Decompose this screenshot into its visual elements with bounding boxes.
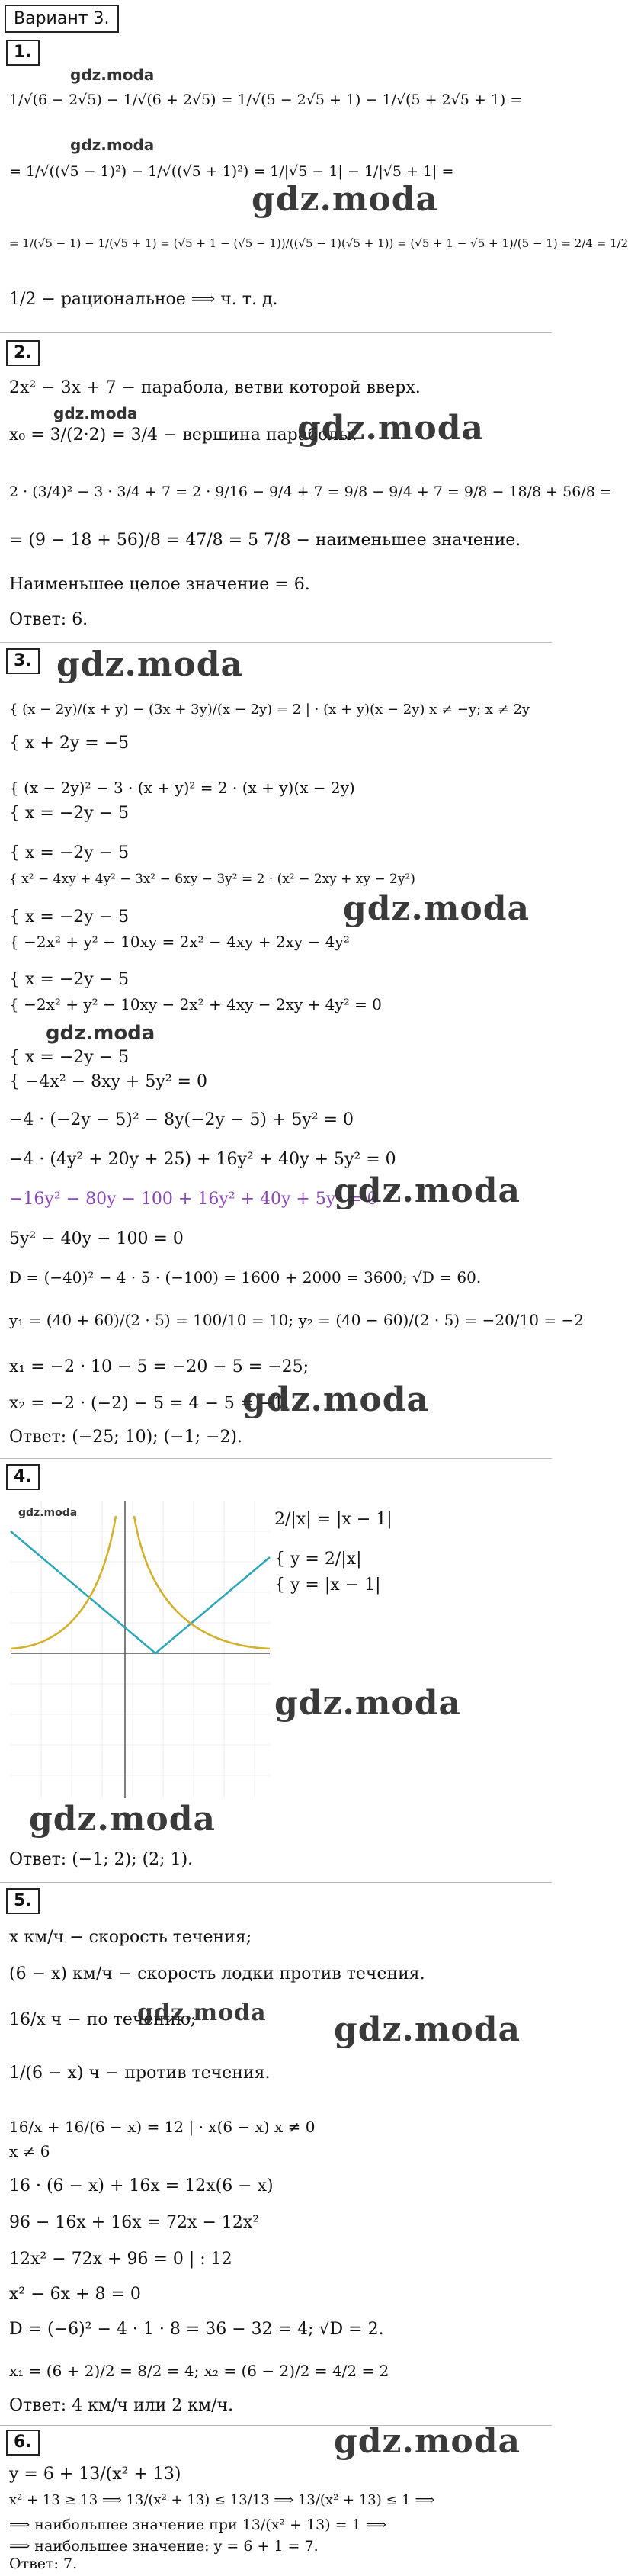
watermark: gdz.moda <box>334 2422 521 2461</box>
task-5-line-8: 96 − 16x + 16x = 72x − 12x² <box>9 2213 260 2232</box>
watermark: gdz.moda <box>29 1800 216 1839</box>
task-2-line-4: = (9 − 18 + 56)/8 = 47/8 = 5 7/8 − наименьшее значение. <box>9 531 521 550</box>
task-3-line-3: { (x − 2y)² − 3 · (x + y)² = 2 · (x + y)(x − 2y) <box>9 779 355 797</box>
task-5-line-7: 16 · (6 − x) + 16x = 12x(6 − x) <box>9 2176 274 2195</box>
task-1-line-3: = 1/(√5 − 1) − 1/(√5 + 1) = (√5 + 1 − (√5 − 1))/((√5 − 1)(√5 + 1)) = (√5 + 1 − √5 + 1)/(5 − 1) = 2/4 = 1/2 <box>9 236 628 250</box>
task-3-line-6: { x² − 4xy + 4y² − 3x² − 6xy − 3y² = 2 · (x² − 2xy + xy − 2y²) <box>9 872 415 887</box>
task-3-line-4: { x = −2y − 5 <box>9 804 130 823</box>
task-3-line-1: { (x − 2y)/(x + y) − (3x + 3y)/(x − 2y) = 2 | · (x + y)(x − 2y) x ≠ −y; x ≠ 2y <box>9 702 530 718</box>
task-3-line-19: x₁ = −2 · 10 − 5 = −20 − 5 = −25; <box>9 1357 309 1376</box>
divider <box>0 1882 552 1883</box>
watermark: gdz.moda <box>56 645 244 684</box>
task-5-line-2: (6 − x) км/ч − скорость лодки против течения. <box>9 1964 425 1983</box>
watermark: gdz.moda <box>334 2010 521 2049</box>
task-3-line-10: { −2x² + y² − 10xy − 2x² + 4xy − 2xy + 4y² = 0 <box>9 995 382 1013</box>
task-5-line-4: 1/(6 − x) ч − против течения. <box>9 2064 271 2083</box>
watermark-small: gdz.moda <box>18 1507 78 1519</box>
task-3-line-7: { x = −2y − 5 <box>9 907 130 927</box>
task-3-line-18: y₁ = (40 + 60)/(2 · 5) = 100/10 = 10; y₂ = (40 − 60)/(2 · 5) = −20/10 = −2 <box>9 1311 584 1329</box>
divider <box>0 642 552 643</box>
watermark: gdz.moda <box>242 1380 430 1419</box>
task-5-line-1: x км/ч − скорость течения; <box>9 1928 252 1947</box>
task-4-line-2: { y = 2/|x| <box>274 1550 362 1569</box>
task-2-number: 2. <box>6 340 40 366</box>
task-3-number: 3. <box>6 648 40 674</box>
task-3-line-14: −4 · (4y² + 20y + 25) + 16y² + 40y + 5y² = 0 <box>9 1150 396 1169</box>
task-6-line-3: ⟹ наибольшее значение при 13/(x² + 13) = 1 ⟹ <box>9 2517 386 2533</box>
task-6-number: 6. <box>6 2430 40 2456</box>
task-3-line-16: 5y² − 40y − 100 = 0 <box>9 1229 184 1248</box>
task-3-line-9: { x = −2y − 5 <box>9 970 130 989</box>
divider <box>0 332 552 333</box>
watermark: gdz.moda <box>274 1684 462 1723</box>
task-5-line-3: 16/x ч − по течению; <box>9 2010 197 2029</box>
task-1-line-1: 1/√(6 − 2√5) − 1/√(6 + 2√5) = 1/√(5 − 2√5 + 1) − 1/√(5 + 2√5 + 1) = <box>9 92 523 108</box>
task-6-line-1: y = 6 + 13/(x² + 13) <box>9 2465 181 2484</box>
task-4-line-3: { y = |x − 1| <box>274 1575 381 1595</box>
task-3-line-2: { x + 2y = −5 <box>9 734 130 753</box>
watermark: gdz.moda <box>137 1999 267 2026</box>
task-5-line-13: Ответ: 4 км/ч или 2 км/ч. <box>9 2396 234 2415</box>
task-2-line-3: 2 · (3/4)² − 3 · 3/4 + 7 = 2 · 9/16 − 9/4 + 7 = 9/8 − 9/4 + 7 = 9/8 − 18/8 + 56/8 = <box>9 483 612 500</box>
watermark: gdz.moda <box>343 889 530 928</box>
watermark-small: gdz.moda <box>46 1022 155 1045</box>
task-5-line-5: 16/x + 16/(6 − x) = 12 | · x(6 − x) x ≠ 0 <box>9 2118 316 2136</box>
task-5-line-11: D = (−6)² − 4 · 1 · 8 = 36 − 32 = 4; √D = 2. <box>9 2320 384 2339</box>
task-5-line-9: 12x² − 72x + 96 = 0 | : 12 <box>9 2250 232 2269</box>
task-1-line-4: 1/2 − рациональное ⟹ ч. т. д. <box>9 290 278 309</box>
task-2-line-5: Наименьшее целое значение = 6. <box>9 575 310 594</box>
watermark: gdz.moda <box>334 1171 521 1210</box>
task-1-line-2: = 1/√((√5 − 1)²) − 1/√((√5 + 1)²) = 1/|√5 − 1| − 1/|√5 + 1| = <box>9 163 454 180</box>
task-4-line-1: 2/|x| = |x − 1| <box>274 1510 392 1529</box>
task-5-line-6: x ≠ 6 <box>9 2142 50 2160</box>
task-3-line-12: { −4x² − 8xy + 5y² = 0 <box>9 1072 207 1091</box>
task-6-line-4: ⟹ наибольшее значение: y = 6 + 1 = 7. <box>9 2538 319 2555</box>
task-3-line-20: x₂ = −2 · (−2) − 5 = 4 − 5 = −1. <box>9 1394 290 1413</box>
task-3-line-11: { x = −2y − 5 <box>9 1048 130 1067</box>
task-5-line-12: x₁ = (6 + 2)/2 = 8/2 = 4; x₂ = (6 − 2)/2 = 4/2 = 2 <box>9 2362 389 2380</box>
task-3-line-5: { x = −2y − 5 <box>9 843 130 862</box>
task-3-line-15: −16y² − 80y − 100 + 16y² + 40y + 5y² = 0 <box>9 1190 378 1209</box>
task-1-number: 1. <box>6 40 40 66</box>
watermark-small: gdz.moda <box>53 404 138 422</box>
task-3-line-13: −4 · (−2y − 5)² − 8y(−2y − 5) + 5y² = 0 <box>9 1110 354 1129</box>
watermark: gdz.moda <box>297 409 485 448</box>
watermark: gdz.moda <box>252 180 439 219</box>
task-4-number: 4. <box>6 1464 40 1490</box>
task-3-line-8: { −2x² + y² − 10xy = 2x² − 4xy + 2xy − 4y² <box>9 933 350 951</box>
task-6-line-2: x² + 13 ≥ 13 ⟹ 13/(x² + 13) ≤ 13/13 ⟹ 13/(x² + 13) ≤ 1 ⟹ <box>9 2492 435 2508</box>
task-5-number: 5. <box>6 1888 40 1914</box>
watermark-small: gdz.moda <box>70 66 155 84</box>
task-2-line-6: Ответ: 6. <box>9 610 88 629</box>
divider <box>0 1458 552 1459</box>
watermark-small: gdz.moda <box>70 136 155 154</box>
task-3-line-17: D = (−40)² − 4 · 5 · (−100) = 1600 + 2000 = 3600; √D = 60. <box>9 1268 482 1286</box>
task-5-line-10: x² − 6x + 8 = 0 <box>9 2285 141 2304</box>
task-4-line-4: Ответ: (−1; 2); (2; 1). <box>9 1850 194 1869</box>
task-3-line-21: Ответ: (−25; 10); (−1; −2). <box>9 1428 243 1447</box>
variant-title: Вариант 3. <box>5 5 119 33</box>
task-2-line-2: x₀ = 3/(2·2) = 3/4 − вершина параболы. <box>9 426 357 445</box>
task-2-line-1: 2x² − 3x + 7 − парабола, ветви которой вверх. <box>9 378 421 397</box>
task-4-graph <box>11 1501 270 1798</box>
task-6-line-5: Ответ: 7. <box>9 2555 78 2572</box>
